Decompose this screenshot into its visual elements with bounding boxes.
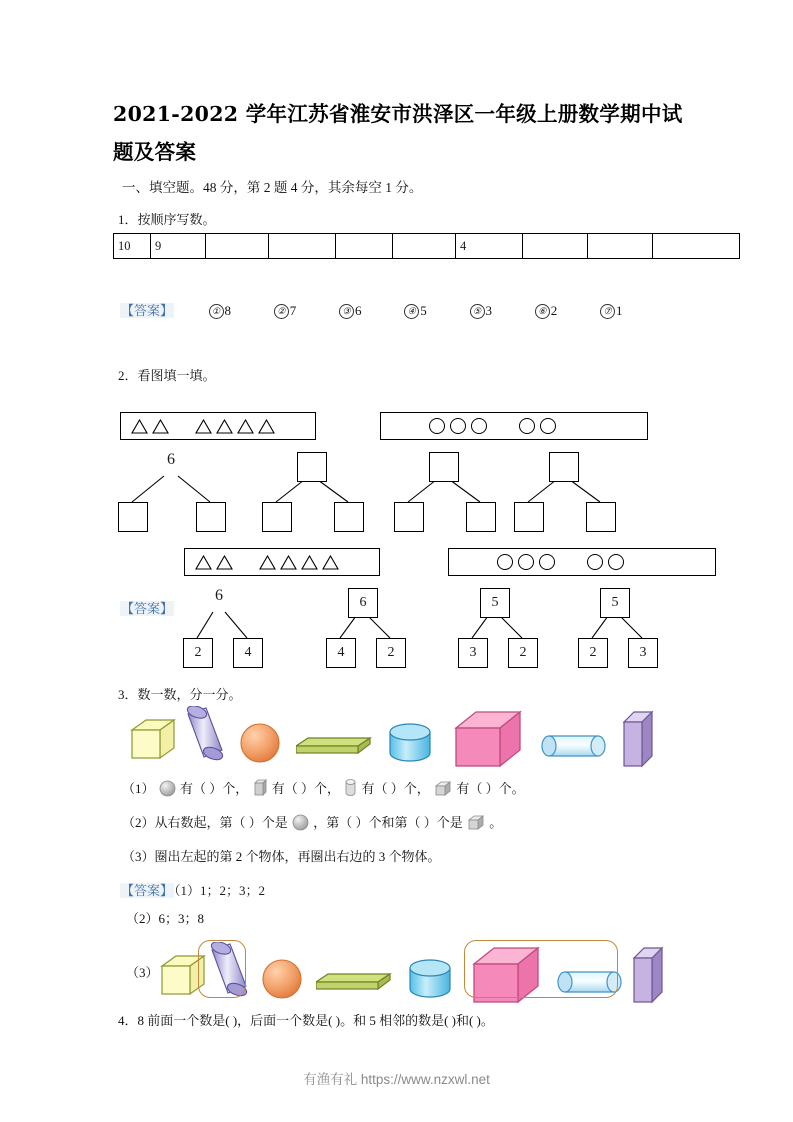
- circle-icon: [518, 554, 534, 570]
- answer-item: ⑤ 3: [470, 303, 532, 319]
- circled-number: ④: [404, 304, 419, 319]
- circle-icon: [497, 554, 513, 570]
- bond-left: 2: [183, 638, 213, 668]
- table-cell[interactable]: [206, 234, 269, 259]
- q3-blank-2[interactable]: 有（ ）个，: [271, 781, 341, 796]
- triangle-icon: [237, 419, 254, 434]
- circled-number: ①: [209, 304, 224, 319]
- q2-bond-blank-3: [390, 450, 510, 530]
- answer-label: 【答案】: [121, 303, 174, 318]
- cuboid-icon-gray: [253, 778, 268, 801]
- orange-sphere-icon: [240, 722, 282, 764]
- bond-left[interactable]: [514, 502, 544, 532]
- green-cuboid-icon: [316, 970, 396, 996]
- yellow-cube-icon: [128, 716, 180, 764]
- bond-top: 5: [600, 588, 630, 618]
- bond-right[interactable]: [466, 502, 496, 532]
- triangle-icon: [322, 555, 339, 570]
- circle-icon: [539, 554, 555, 570]
- bond-left[interactable]: [118, 502, 148, 532]
- q3-answer-1: （1）1；2；3；2: [174, 883, 266, 898]
- q3-sub1-index: （1）: [122, 781, 155, 796]
- circled-number: ⑤: [470, 304, 485, 319]
- answer-item: ② 7: [274, 303, 336, 319]
- triangle-icon: [258, 419, 275, 434]
- circle-icon: [608, 554, 624, 570]
- q3-sub2-text-3: 。: [489, 815, 503, 830]
- bond-top[interactable]: [429, 452, 459, 482]
- purple-cylinder-icon: [176, 706, 230, 766]
- green-cuboid-icon: [296, 734, 376, 760]
- bond-left: 2: [578, 638, 608, 668]
- circle-icon: [429, 418, 445, 434]
- table-cell[interactable]: [523, 234, 588, 259]
- bond-right[interactable]: [334, 502, 364, 532]
- answer-label: 【答案】: [121, 601, 174, 616]
- bond-right: 2: [376, 638, 406, 668]
- cube-icon-gray: [434, 780, 452, 801]
- circled-number: ⑦: [600, 304, 615, 319]
- triangle-icon: [152, 419, 169, 434]
- q2-bond-blank-4: [510, 450, 630, 530]
- answer-item: ④ 5: [404, 303, 466, 319]
- q2-answer-label-wrap: [120, 598, 174, 618]
- bond-right: 2: [508, 638, 538, 668]
- bond-right[interactable]: [196, 502, 226, 532]
- pink-cube-icon: [452, 708, 528, 774]
- cylinder-icon-gray: [344, 778, 357, 801]
- answer-item: ⑥ 2: [535, 303, 597, 319]
- q3-answer-2: （2）6；3；8: [126, 911, 205, 926]
- circled-number: ③: [339, 304, 354, 319]
- purple-cuboid-icon: [620, 708, 662, 770]
- q2-circle-bin: [380, 412, 648, 440]
- q1-number-table: [113, 233, 740, 259]
- q3-blank-1[interactable]: 有（ ）个，: [180, 781, 249, 796]
- q2-prompt: 2．看图填一填。: [118, 368, 216, 383]
- sphere-icon-gray: [292, 814, 309, 835]
- q3-sub3: （3）圈出左起的第 2 个物体，再圈出右边的 3 个物体。: [122, 849, 441, 864]
- sphere-icon-gray: [159, 780, 176, 801]
- circle-highlight-last-3: [464, 940, 618, 998]
- bond-right: 3: [628, 638, 658, 668]
- circle-icon: [471, 418, 487, 434]
- bond-right[interactable]: [586, 502, 616, 532]
- q3-blank-3[interactable]: 有（ ）个，: [361, 781, 430, 796]
- table-cell[interactable]: [393, 234, 456, 259]
- q3-answer-row-1: [120, 880, 265, 899]
- circle-highlight-item-2: [198, 940, 246, 998]
- circle-icon: [519, 418, 535, 434]
- circle-icon: [540, 418, 556, 434]
- q2-bond-answer-1: [185, 586, 305, 666]
- circled-number: ②: [274, 304, 289, 319]
- answer-item: ⑦ 1: [600, 303, 662, 319]
- circle-icon: [450, 418, 466, 434]
- circled-number: ⑥: [535, 304, 550, 319]
- table-cell[interactable]: 9: [151, 234, 206, 259]
- triangle-icon: [301, 555, 318, 570]
- bond-left: 3: [458, 638, 488, 668]
- circle-icon: [587, 554, 603, 570]
- blue-cylinder-icon: [386, 722, 438, 768]
- table-cell[interactable]: [653, 234, 740, 259]
- q2-bond-blank-2: [258, 450, 378, 530]
- q2-bond-answer-2: [328, 586, 448, 666]
- section-heading: 一、填空题。48 分，第 2 题 4 分，其余每空 1 分。: [122, 180, 423, 195]
- q2-answer-triangle-bin: [184, 548, 380, 576]
- q3-blank-4[interactable]: 有（ ）个。: [456, 781, 525, 796]
- q3-answer-3-label: （3）: [126, 965, 159, 980]
- bond-left: 4: [326, 638, 356, 668]
- q3-sub2-text-1[interactable]: （2）从右数起，第（ ）个是: [122, 815, 288, 830]
- answer-item: ① 8: [209, 303, 271, 319]
- bond-top: 6: [348, 588, 378, 618]
- bond-left[interactable]: [262, 502, 292, 532]
- triangle-icon: [216, 555, 233, 570]
- page-title: 2021-2022 学年江苏省淮安市洪泽区一年级上册数学期中试题及答案: [113, 102, 683, 164]
- bond-top: 6: [215, 587, 223, 604]
- bond-right: 4: [233, 638, 263, 668]
- q4-text[interactable]: 4．8 前面一个数是( )，后面一个数是( )。和 5 相邻的数是( )和( )。: [118, 1013, 494, 1028]
- table-cell[interactable]: 4: [456, 234, 523, 259]
- triangle-icon: [195, 419, 212, 434]
- blue-cylinder-icon: [406, 958, 458, 1004]
- footer-watermark: 有渔有礼 https://www.nzxwl.net: [303, 1072, 490, 1087]
- cube-icon-gray: [467, 814, 485, 835]
- q3-sub2-text-2[interactable]: ，第（ ）个和第（ ）个是: [313, 815, 463, 830]
- q1-prompt: 1．按顺序写数。: [118, 212, 216, 227]
- triangle-icon: [216, 419, 233, 434]
- lightblue-cylinder-icon: [540, 732, 610, 760]
- table-cell[interactable]: [269, 234, 336, 259]
- q2-bond-answer-3: [460, 586, 580, 666]
- triangle-icon: [195, 555, 212, 570]
- table-cell[interactable]: [588, 234, 653, 259]
- q3-sub1: [122, 778, 525, 801]
- triangle-icon: [259, 555, 276, 570]
- bond-top[interactable]: [549, 452, 579, 482]
- answer-label: 【答案】: [121, 883, 174, 898]
- q1-answers: [209, 303, 663, 319]
- table-row: [114, 234, 740, 259]
- bond-top: 5: [480, 588, 510, 618]
- q2-answer-circle-bin: [448, 548, 716, 576]
- q3-sub2: [122, 812, 502, 835]
- q1-answer-row: [120, 300, 662, 319]
- q3-prompt: 3．数一数，分一分。: [118, 687, 242, 702]
- triangle-icon: [280, 555, 297, 570]
- bond-top: 6: [167, 451, 175, 468]
- q2-bond-blank-1: [118, 450, 238, 530]
- answer-item: ③ 6: [339, 303, 401, 319]
- purple-cuboid-icon: [630, 944, 672, 1006]
- triangle-icon: [131, 419, 148, 434]
- bond-top[interactable]: [297, 452, 327, 482]
- q2-triangle-bin: [120, 412, 316, 440]
- q2-bond-answer-4: [580, 586, 700, 666]
- bond-left[interactable]: [394, 502, 424, 532]
- orange-sphere-icon: [262, 958, 304, 1000]
- table-cell[interactable]: [336, 234, 393, 259]
- table-cell[interactable]: 10: [114, 234, 151, 259]
